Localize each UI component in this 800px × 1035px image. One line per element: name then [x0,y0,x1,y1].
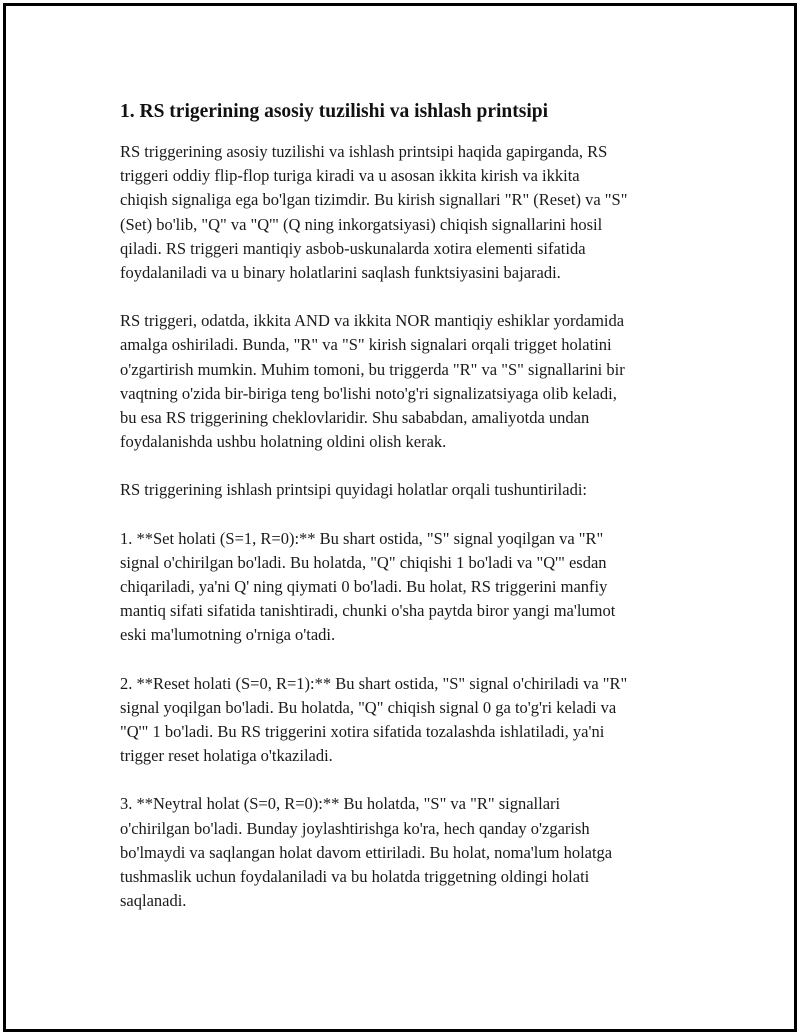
paragraph-structure: RS triggerining asosiy tuzilishi va ishlash printsipi haqida gapirganda, RS triggeri oddiy flip-flop turiga kiradi va u asosan ikkita kirish va ikkita chiqish signaliga ega bo'lgan tizimdir. Bu kirish signallari "R" (Reset) va "S" (Set) bo'lib, "Q" va "Q'" (Q ning inkorgatsiyasi) chiqish signallarini hosil qiladi. RS triggeri mantiqiy asbob-uskunalarda xotira elementi sifatida foydalaniladi va u binary holatlarini saqlash funktsiyasini bajaradi. [120,142,628,283]
page-frame [3,3,797,1032]
paragraph-neutral-state: 3. **Neytral holat (S=0, R=0):** Bu holatda, "S" va "R" signallari o'chirilgan bo'ladi. Bunday joylashtirishga ko'ra, hech qanday o'zgarish bo'lmaydi va saqlangan holat davom ettiriladi. Bu holat, noma'lum holatga tushmaslik uchun foydalaniladi va bu holatda triggetning oldingi holati saqlanadi. [120,794,613,911]
paragraph-implementation: RS triggeri, odatda, ikkita AND va ikkita NOR mantiqiy eshiklar yordamida amalga oshiriladi. Bunda, "R" va "S" kirish signalari orqali trigget holatini o'zgartirish mumkin. Muhim tomoni, bu triggerda "R" va "S" signallarini bir vaqtning o'zida bir-biriga teng bo'lishi noto'g'ri signalizatsiyaga olib keladi, bu esa RS triggerining cheklovlaridir. Shu sababdan, amaliyotda undan foydalanishda ushbu holatning oldini olish kerak. [120,311,625,452]
section-heading: 1. RS trigerining asosiy tuzilishi va ishlash printsipi [120,101,549,122]
paragraph-set-state: 1. **Set holati (S=1, R=0):** Bu shart ostida, "S" signal yoqilgan va "R" signal o'chirilgan bo'ladi. Bu holatda, "Q" chiqishi 1 bo'ladi va "Q'" esdan chiqariladi, ya'ni Q' ning qiymati 0 bo'ladi. Bu holat, RS triggerini manfiy mantiq sifati sifatida tanishtiradi, chunki o'sha paytda biror yangi ma'lumot eski ma'lumotning o'rniga o'tadi. [120,528,616,645]
paragraph-principle-intro: RS triggerining ishlash printsipi quyidagi holatlar orqali tushuntiriladi: [120,480,587,500]
paragraph-reset-state: 2. **Reset holati (S=0, R=1):** Bu shart ostida, "S" signal o'chiriladi va "R" signal yoqilgan bo'ladi. Bu holatda, "Q" chiqish signal 0 ga to'g'ri keladi va "Q'" 1 bo'ladi. Bu RS triggerini xotira sifatida tozalashda ishlatiladi, ya'ni trigger reset holatiga o'tkaziladi. [120,673,628,766]
document-body [120,98,680,937]
